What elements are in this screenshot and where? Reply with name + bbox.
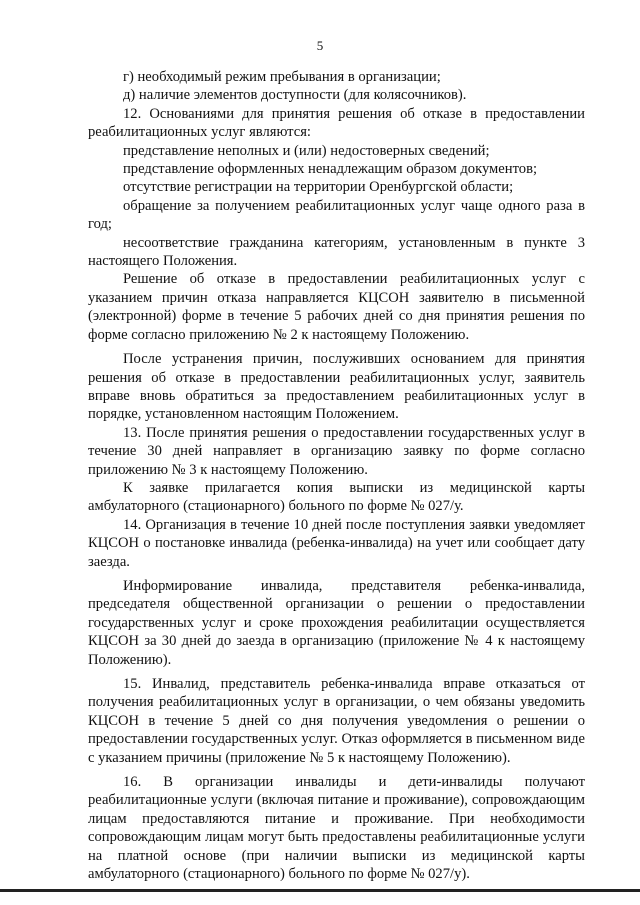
paragraph-clause-13: 13. После принятия решения о предоставлении государственных услуг в течение 30 дней направляет в организацию заявку по форме согласно приложению № 3 к настоящему Положению. — [88, 424, 585, 478]
paragraph-refusal-reason-2: представление оформленных ненадлежащим образом документов; — [123, 161, 538, 178]
paragraph-refusal-reason-1: представление неполных и (или) недостоверных сведений; — [123, 142, 490, 159]
paragraph-refusal-decision: Решение об отказе в предоставлении реабилитационных услуг с указанием причин отказа направляется КЦСОН заявителю в письменной (электронной) форме в течение 5 рабочих дней со дня принятия решения по форме согласно приложению № 2 к настоящему Положению. — [88, 271, 585, 343]
paragraph-clause-14: 14. Организация в течение 10 дней после поступления заявки уведомляет КЦСОН о постановке инвалида (ребенка-инвалида) на учет или сообщает дату заезда. — [88, 516, 585, 570]
paragraph-refusal-reason-4: обращение за получением реабилитационных услуг чаще одного раза в год; — [88, 197, 585, 233]
paragraph-refusal-reason-3: отсутствие регистрации на территории Оренбургской области; — [123, 179, 514, 196]
paragraph-informing: Информирование инвалида, представителя ребенка-инвалида, председателя общественной организации о решении о предоставлении государственных услуг и сроке прохождения реабилитации осуществляется КЦСОН за 30 дней до заезда в организацию (приложение № 4 к настоящему Положению). — [88, 577, 585, 668]
paragraph-subitem-g: г) необходимый режим пребывания в организации; — [123, 69, 441, 85]
paragraph-reapply: После устранения причин, послуживших основанием для принятия решения об отказе в предоставлении реабилитационных услуг, заявитель вправе вновь обратиться за предоставлением реабилитационных услуг в порядке, установленном настоящим Положением. — [88, 351, 585, 423]
paragraph-subitem-d: д) наличие элементов доступности (для колясочников). — [123, 87, 467, 104]
page-number: 5 — [316, 38, 324, 53]
paragraph-clause-16: 16. В организации инвалиды и дети-инвалиды получают реабилитационные услуги (включая питание и проживание), сопровождающим лицам предоставляются питание и проживание. При необходимости сопровождающим лицам могут быть предоставлены реабилитационные услуги на платной основе (при наличии выписки из медицинской карты амбулаторного (стационарного) больного по форме № 027/у). — [88, 774, 585, 883]
paragraph-application-attachment: К заявке прилагается копия выписки из медицинской карты амбулаторного (стационарного) больного по форме № 027/у. — [88, 479, 585, 515]
paragraph-clause-15: 15. Инвалид, представитель ребенка-инвалида вправе отказаться от получения реабилитационных услуг в организации, о чем обязаны уведомить КЦСОН в течение 5 дней со дня получения уведомления о решении о предоставлении государственных услуг. Отказ оформляется в письменном виде с указанием причины (приложение № 5 к настоящему Положению). — [88, 676, 585, 766]
document-body — [88, 68, 585, 883]
paragraph-clause-12: 12. Основаниями для принятия решения об отказе в предоставлении реабилитационных услуг являются: — [88, 105, 585, 141]
bottom-rule — [0, 889, 640, 892]
paragraph-refusal-reason-5: несоответствие гражданина категориям, установленным в пункте 3 настоящего Положения. — [88, 234, 585, 270]
